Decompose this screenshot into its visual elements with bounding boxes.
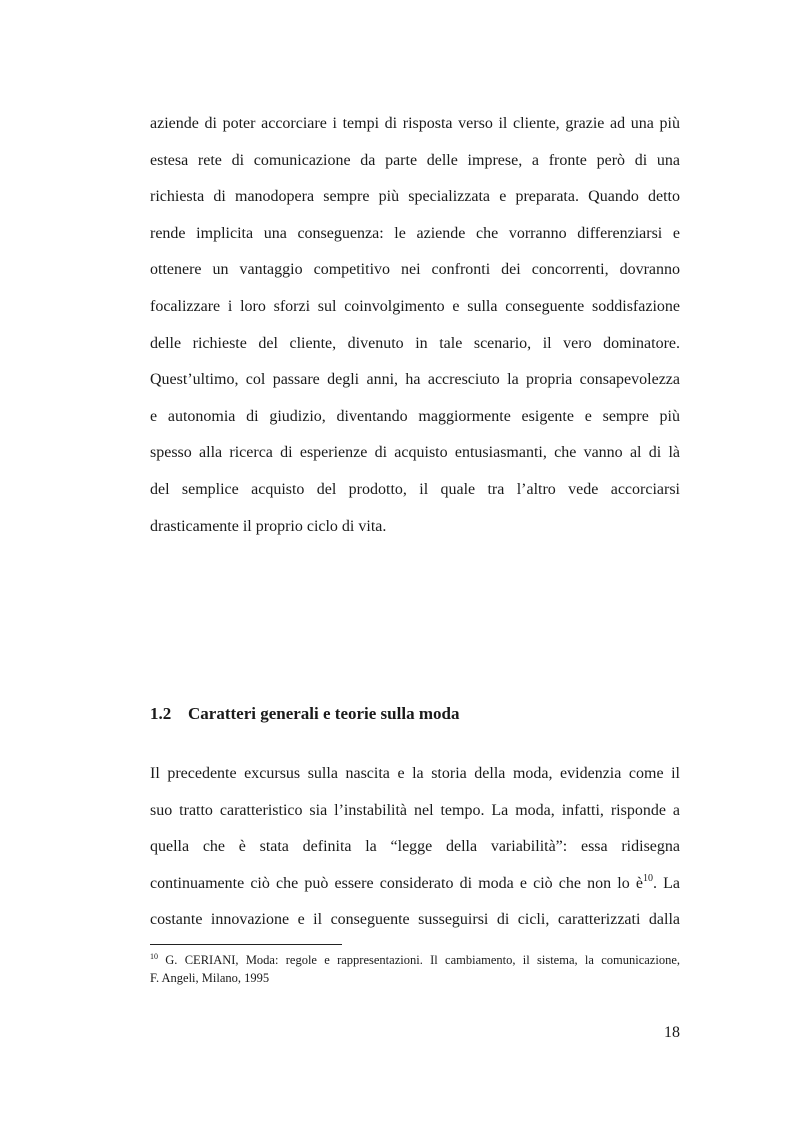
section-heading (150, 704, 459, 724)
footnote-text: G. CERIANI, Moda: regole e rappresentazioni. Il cambiamento, il sistema, la comunicazione, (158, 953, 680, 967)
text-line: rende implicita una conseguenza: le aziende che vorranno differenziarsi e (150, 224, 680, 242)
footnote-line (150, 951, 680, 969)
footnote-marker: 10 (150, 952, 158, 961)
body-paragraph (150, 756, 680, 939)
text-line: richiesta di manodopera sempre più specializzata e preparata. Quando detto (150, 188, 680, 206)
text-line: del semplice acquisto del prodotto, il quale tra l’altro vede accorciarsi (150, 480, 680, 498)
section-title: Caratteri generali e teorie sulla moda (188, 704, 460, 723)
text-line: e autonomia di giudizio, diventando maggiormente esigente e sempre più (150, 407, 680, 425)
text-segment: continuamente ciò che può essere considerato di moda e ciò che non lo è (150, 874, 643, 892)
text-line: aziende di poter accorciare i tempi di risposta verso il cliente, grazie ad una più (150, 115, 680, 132)
text-line: Il precedente excursus sulla nascita e la storia della moda, evidenzia come il (150, 765, 680, 782)
text-line: costante innovazione e il conseguente susseguirsi di cicli, caratterizzati dalla (150, 911, 680, 929)
text-line: spesso alla ricerca di esperienze di acquisto entusiasmanti, che vanno al di là (150, 444, 680, 462)
footnote-reference: 10 (642, 872, 653, 884)
text-line (150, 866, 680, 903)
text-line: quella che è stata definita la “legge della variabilità”: essa ridisegna (150, 838, 680, 856)
page-number: 18 (664, 1024, 680, 1041)
text-line: focalizzare i loro sforzi sul coinvolgimento e sulla conseguente soddisfazione (150, 297, 680, 315)
section-number: 1.2 (150, 704, 172, 723)
footnote (150, 951, 680, 987)
text-line: Quest’ultimo, col passare degli anni, ha accresciuto la propria consapevolezza (150, 371, 680, 389)
text-line: delle richieste del cliente, divenuto in tale scenario, il vero dominatore. (150, 334, 680, 352)
text-line: drasticamente il proprio ciclo di vita. (150, 517, 387, 535)
footnote-line: F. Angeli, Milano, 1995 (150, 971, 270, 985)
text-segment: . La (652, 874, 680, 892)
footnote-divider (150, 944, 342, 945)
text-line: estesa rete di comunicazione da parte delle imprese, a fronte però di una (150, 151, 680, 169)
text-line: ottenere un vantaggio competitivo nei confronti dei concorrenti, dovranno (150, 261, 680, 279)
body-paragraph (150, 106, 680, 545)
text-line: suo tratto caratteristico sia l’instabilità nel tempo. La moda, infatti, risponde a (150, 801, 680, 819)
